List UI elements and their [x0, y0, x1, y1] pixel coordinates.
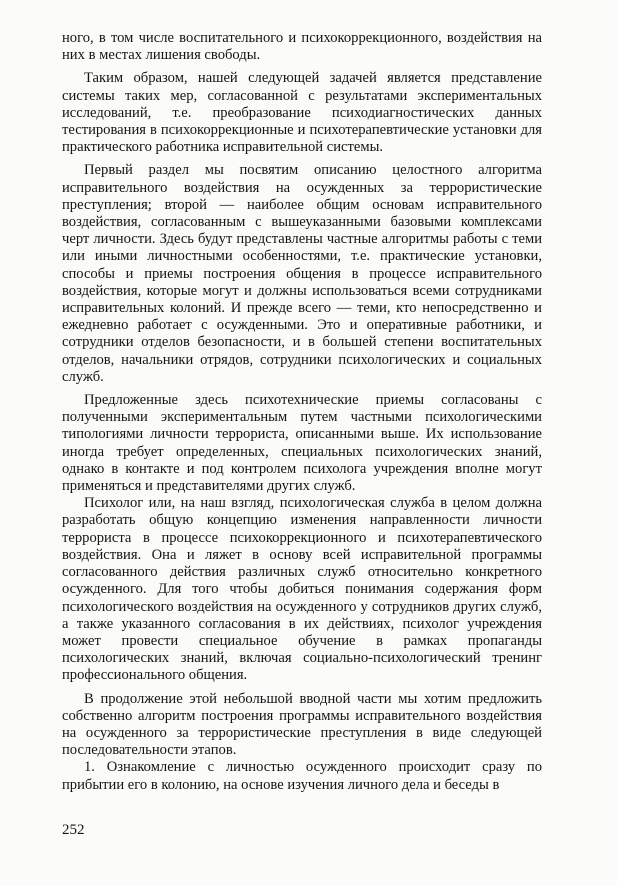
paragraph: 1. Ознакомление с личностью осужденного происходит сразу по прибытии его в колонию, на основе изучения личного дела и беседы в	[62, 759, 542, 793]
body-text	[62, 30, 542, 794]
paragraph: Психолог или, на наш взгляд, психологическая служба в целом должна разработать общую концепцию изменения направленности личности террориста в процессе психокоррекционного и психотерапевтического воздействия. Она и ляжет в основу всей исправительной программы согласованного действия различных служб относительно конкретного осужденного. Для того чтобы добиться понимания содержания форм психологического воздействия на осужденного у сотрудников других служб, а также указанного согласования в их действиях, психолог учреждения может провести специальное обучение в рамках пропаганды психологических знаний, включая социально-психологический тренинг профессионального общения.	[62, 495, 542, 684]
paragraph-continuation: ного, в том числе воспитательного и психокоррекционного, воздействия на них в местах лишения свободы.	[62, 30, 542, 64]
paragraph: Таким образом, нашей следующей задачей является представление системы таких мер, согласованной с результатами экспериментальных исследований, т.е. преобразование психодиагностических данных тестирования в психокоррекционные и психотерапевтические установки для практического работника исправительной системы.	[62, 70, 542, 156]
paragraph: В продолжение этой небольшой вводной части мы хотим предложить собственно алгоритм построения программы исправительного воздействия на осужденного за террористические преступления в виде следующей последовательности этапов.	[62, 690, 542, 759]
paragraph: Предложенные здесь психотехнические приемы согласованы с полученными экспериментальным путем частными психологическими типологиями личности террориста, описанными выше. Их использование иногда требует определенных, специальных психологических знаний, однако в контакте и под контролем психолога учреждения вполне могут применяться и представителями других служб.	[62, 392, 542, 495]
page-number: 252	[62, 822, 85, 838]
paragraph: Первый раздел мы посвятим описанию целостного алгоритма исправительного воздействия на осужденных за террористические преступления; второй — наиболее общим основам исправительного воздействия, согласованным с вышеуказанными базовыми комплексами черт личности. Здесь будут представлены частные алгоритмы работы с теми или иными личностными особенностями, т.е. практические установки, способы и приемы построения общения в процессе исправительного воздействия, которые могут и должны использоваться всеми сотрудниками исправительных колоний. И прежде всего — теми, кто непосредственно и ежедневно работает с осужденными. Это и оперативные работники, и сотрудники отделов безопасности, и в большей степени воспитательных отделов, начальники отрядов, сотрудники психологических и социальных служб.	[62, 162, 542, 385]
